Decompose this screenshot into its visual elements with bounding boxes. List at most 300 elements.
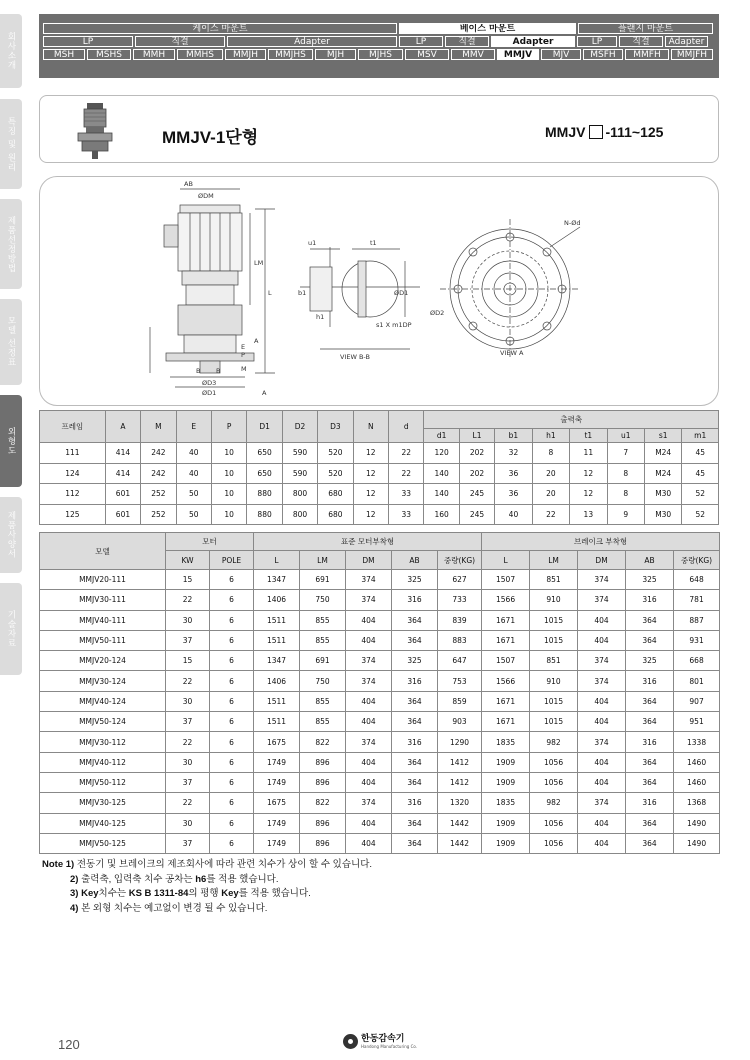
nav-model-mjv[interactable]: MJV	[541, 49, 581, 60]
nav-model-mmv[interactable]: MMV	[451, 49, 495, 60]
col-header: M	[141, 411, 176, 443]
table-cell: 1015	[530, 691, 578, 711]
table-cell: 691	[300, 570, 346, 590]
table-header-row	[40, 411, 719, 429]
table-cell: 648	[674, 570, 720, 590]
table-cell: 1442	[438, 833, 482, 853]
table-cell: 316	[392, 671, 438, 691]
table-cell: 1671	[482, 712, 530, 732]
nav-model-mmhs[interactable]: MMHS	[177, 49, 223, 60]
table-cell: 1338	[674, 732, 720, 752]
table-cell: 1412	[438, 772, 482, 792]
table-row	[40, 772, 720, 792]
nav-model-mmjv[interactable]: MMJV	[497, 49, 539, 60]
table-cell: 374	[578, 651, 626, 671]
table-cell: 10	[211, 504, 246, 525]
table-cell: 125	[40, 504, 106, 525]
note-bold: KS B 1311-84	[128, 888, 189, 899]
table-cell: 52	[682, 504, 719, 525]
table-cell: 1507	[482, 570, 530, 590]
table-cell: M24	[644, 443, 681, 464]
table-cell: 8	[607, 484, 644, 505]
table-cell: 414	[105, 463, 140, 484]
nav-case-lp[interactable]: LP	[43, 36, 133, 47]
table-cell: 140	[424, 484, 459, 505]
table-cell: MMJV30-125	[40, 793, 166, 813]
table-cell: 13	[570, 504, 607, 525]
table-cell: 316	[626, 671, 674, 691]
table-cell: 37	[166, 630, 210, 650]
nav-model-mmfh[interactable]: MMFH	[625, 49, 669, 60]
table-cell: 374	[578, 793, 626, 813]
table-cell: 1056	[530, 833, 578, 853]
drawing-label: VIEW A	[500, 349, 524, 357]
table-cell: 404	[578, 813, 626, 833]
col-header-model: 모델	[40, 533, 166, 570]
table-cell: 33	[389, 484, 424, 505]
table-cell: 1368	[674, 793, 720, 813]
drawing-label: L	[268, 289, 272, 297]
table-cell: 9	[607, 504, 644, 525]
table-cell: 364	[626, 813, 674, 833]
table-cell: 1835	[482, 793, 530, 813]
nav-case-direct[interactable]: 직결	[135, 36, 225, 47]
table-cell: 883	[438, 630, 482, 650]
table-cell: MMJV30-124	[40, 671, 166, 691]
table-cell: 668	[674, 651, 720, 671]
col-header: A	[105, 411, 140, 443]
table-cell: 880	[247, 504, 282, 525]
note-bold: Key	[81, 888, 99, 899]
table-cell: M30	[644, 504, 681, 525]
table-cell: 1015	[530, 630, 578, 650]
table-cell: 37	[166, 772, 210, 792]
nav-model-mjh[interactable]: MJH	[315, 49, 356, 60]
table-cell: 1749	[254, 772, 300, 792]
table-cell: MMJV50-125	[40, 833, 166, 853]
table-cell: 112	[40, 484, 106, 505]
table-cell: 202	[459, 443, 494, 464]
table-cell: 8	[607, 463, 644, 484]
side-tab-label: 회사소개	[6, 32, 16, 70]
table-cell: 6	[210, 630, 254, 650]
company-logo	[343, 1034, 417, 1049]
table-cell: 30	[166, 691, 210, 711]
dimension-drawing	[39, 176, 719, 406]
nav-model-mshs[interactable]: MSHS	[87, 49, 131, 60]
drawing-label: P	[241, 351, 245, 359]
col-subheader: d1	[424, 429, 459, 443]
note-number: 1)	[65, 859, 75, 870]
col-subheader: L	[482, 551, 530, 570]
table-row	[40, 630, 720, 650]
note-prefix: Note	[42, 859, 64, 870]
table-cell: 800	[282, 484, 317, 505]
brand-subtitle: Handong Manufacturing Co.	[361, 1044, 418, 1049]
col-subheader: u1	[607, 429, 644, 443]
side-tab-spec-sheet[interactable]	[0, 497, 22, 573]
col-subheader: L1	[459, 429, 494, 443]
table-row	[40, 833, 720, 853]
table-cell: 404	[346, 772, 392, 792]
table-cell: 140	[424, 463, 459, 484]
note-text: 출력축, 입력축 치수 공차는	[81, 873, 196, 885]
note-line	[42, 902, 372, 917]
table-cell: 680	[318, 504, 353, 525]
drawing-label: B	[196, 367, 201, 375]
table-cell: 111	[40, 443, 106, 464]
table-cell: 325	[392, 651, 438, 671]
note-text: 를 적용 했습니다.	[206, 873, 279, 885]
view-b-b	[300, 247, 420, 349]
table-cell: 1412	[438, 752, 482, 772]
note-text: 를 적용 했습니다.	[238, 888, 311, 899]
table-cell: 374	[578, 570, 626, 590]
side-tab-dimensions[interactable]	[0, 395, 22, 487]
side-tab-label: 제품선정방법	[6, 215, 16, 273]
table-cell: MMJV40-125	[40, 813, 166, 833]
table-cell: 364	[392, 772, 438, 792]
drawing-svg	[40, 177, 720, 407]
model-code-blank-box	[589, 125, 603, 139]
table-cell: 404	[346, 833, 392, 853]
table-cell: 12	[353, 484, 388, 505]
table-cell: 37	[166, 833, 210, 853]
table-cell: 1511	[254, 691, 300, 711]
table-cell: 22	[166, 793, 210, 813]
table-cell: 1749	[254, 833, 300, 853]
table-row	[40, 813, 720, 833]
table-cell: 851	[530, 570, 578, 590]
table-cell: 1320	[438, 793, 482, 813]
table-cell: 1835	[482, 732, 530, 752]
nav-model-mmjfh[interactable]: MMJFH	[671, 49, 713, 60]
table-row	[40, 793, 720, 813]
table-cell: 6	[210, 752, 254, 772]
note-text: 의 평행	[188, 888, 222, 899]
table-cell: 855	[300, 712, 346, 732]
nav-model-msh[interactable]: MSH	[43, 49, 85, 60]
table-cell: 30	[166, 813, 210, 833]
table-cell: 404	[578, 833, 626, 853]
table-cell: 52	[682, 484, 719, 505]
table-row	[40, 752, 720, 772]
note-line	[42, 858, 372, 873]
col-header: d	[389, 411, 424, 443]
table-cell: 364	[392, 752, 438, 772]
table-cell: 45	[682, 463, 719, 484]
side-tab-tech-data[interactable]	[0, 583, 22, 675]
table-cell: 1566	[482, 590, 530, 610]
col-subheader: AB	[626, 551, 674, 570]
table-row	[40, 590, 720, 610]
nav-flange-direct[interactable]: 직결	[619, 36, 663, 47]
table-cell: 1507	[482, 651, 530, 671]
table-cell: 982	[530, 732, 578, 752]
table-cell: 22	[166, 732, 210, 752]
table-cell: 822	[300, 732, 346, 752]
col-header: N	[353, 411, 388, 443]
table-cell: 951	[674, 712, 720, 732]
table-cell: 1056	[530, 752, 578, 772]
table-cell: 1909	[482, 833, 530, 853]
table-cell: 1749	[254, 813, 300, 833]
table-cell: 364	[392, 712, 438, 732]
table-row	[40, 651, 720, 671]
nav-base-direct[interactable]: 직결	[445, 36, 489, 47]
table-cell: 855	[300, 630, 346, 650]
nav-base-lp[interactable]: LP	[399, 36, 443, 47]
nav-base-adapter[interactable]: Adapter	[491, 36, 575, 47]
table-cell: 364	[626, 610, 674, 630]
col-subheader: AB	[392, 551, 438, 570]
nav-flange-mount[interactable]: 플랜지 마운트	[578, 23, 713, 34]
product-header	[39, 95, 719, 163]
table-cell: 374	[578, 590, 626, 610]
table-cell: 1675	[254, 793, 300, 813]
table-cell: 1490	[674, 833, 720, 853]
table-row	[40, 610, 720, 630]
table-cell: 1056	[530, 813, 578, 833]
table-cell: 252	[141, 484, 176, 505]
table-cell: 32	[495, 443, 532, 464]
table-cell: 822	[300, 793, 346, 813]
table-cell: 7	[607, 443, 644, 464]
table-cell: 316	[392, 590, 438, 610]
table-cell: 6	[210, 732, 254, 752]
table-cell: 30	[166, 752, 210, 772]
table-cell: 364	[392, 813, 438, 833]
table-cell: 931	[674, 630, 720, 650]
table-cell: 36	[495, 484, 532, 505]
side-tab-model-table[interactable]	[0, 299, 22, 385]
col-header-motor: 모터	[166, 533, 254, 551]
col-header: D1	[247, 411, 282, 443]
table-cell: 520	[318, 443, 353, 464]
nav-model-mmjh[interactable]: MMJH	[225, 49, 266, 60]
table-cell: 6	[210, 570, 254, 590]
nav-flange-adapter[interactable]: Adapter	[665, 36, 708, 47]
table-cell: 1511	[254, 630, 300, 650]
col-subheader: DM	[578, 551, 626, 570]
nav-flange-lp[interactable]: LP	[577, 36, 617, 47]
note-text: 전동기 및 브레이크의 제조회사에 따라 관련 치수가 상이 할 수 있습니다.	[76, 859, 373, 870]
table-cell: 45	[682, 443, 719, 464]
table-row	[40, 443, 719, 464]
col-subheader: DM	[346, 551, 392, 570]
side-tab-selection[interactable]	[0, 199, 22, 289]
table-cell: 1566	[482, 671, 530, 691]
table-cell: MMJV20-111	[40, 570, 166, 590]
table-cell: MMJV40-112	[40, 752, 166, 772]
table-cell: 855	[300, 610, 346, 630]
table-row	[40, 671, 720, 691]
table-cell: 37	[166, 712, 210, 732]
table-cell: 404	[346, 712, 392, 732]
col-subheader: POLE	[210, 551, 254, 570]
col-header-brake: 브레이크 부착형	[482, 533, 720, 551]
nav-case-adapter[interactable]: Adapter	[227, 36, 397, 47]
table-cell: 414	[105, 443, 140, 464]
note-line	[42, 873, 372, 888]
table-cell: 404	[578, 712, 626, 732]
col-header-standard: 표준 모터부착형	[254, 533, 482, 551]
table-cell: 22	[166, 671, 210, 691]
table-row	[40, 463, 719, 484]
table-row	[40, 484, 719, 505]
table-cell: 404	[578, 691, 626, 711]
nav-model-msfh[interactable]: MSFH	[583, 49, 623, 60]
table-cell: 316	[626, 793, 674, 813]
table-cell: 1460	[674, 772, 720, 792]
table-cell: 1749	[254, 752, 300, 772]
col-header: D2	[282, 411, 317, 443]
table-cell: 36	[495, 463, 532, 484]
frame-dimension-table	[39, 410, 719, 525]
table-cell: 364	[626, 772, 674, 792]
col-header: D3	[318, 411, 353, 443]
table-cell: 316	[626, 590, 674, 610]
table-cell: 896	[300, 752, 346, 772]
table-cell: 982	[530, 793, 578, 813]
model-code-prefix: MMJV	[545, 124, 586, 140]
side-tab-label: 특징 및 원리	[6, 116, 16, 172]
table-cell: 781	[674, 590, 720, 610]
table-cell: 245	[459, 484, 494, 505]
table-cell: 22	[166, 590, 210, 610]
table-cell: 647	[438, 651, 482, 671]
side-tab-label: 모델 선정표	[6, 316, 16, 368]
col-subheader: KW	[166, 551, 210, 570]
table-cell: 1406	[254, 671, 300, 691]
table-cell: 6	[210, 712, 254, 732]
table-cell: 40	[495, 504, 532, 525]
table-cell: 404	[346, 610, 392, 630]
table-cell: 590	[282, 443, 317, 464]
table-cell: 800	[282, 504, 317, 525]
table-cell: 22	[389, 443, 424, 464]
table-cell: 374	[346, 671, 392, 691]
table-cell: 120	[424, 443, 459, 464]
col-header: E	[176, 411, 211, 443]
col-subheader: b1	[495, 429, 532, 443]
table-cell: 364	[392, 630, 438, 650]
table-cell: 50	[176, 484, 211, 505]
table-cell: 627	[438, 570, 482, 590]
col-header: 프레임	[40, 411, 106, 443]
nav-row-mount	[43, 23, 715, 34]
table-cell: 801	[674, 671, 720, 691]
table-cell: 12	[353, 504, 388, 525]
drawing-label: M	[241, 365, 247, 373]
table-cell: 242	[141, 443, 176, 464]
note-text: 본 외형 치수는 예고없이 변경 될 수 있습니다.	[81, 902, 268, 914]
table-cell: 851	[530, 651, 578, 671]
nav-model-mmh[interactable]: MMH	[133, 49, 175, 60]
col-header: P	[211, 411, 246, 443]
table-cell: 374	[578, 732, 626, 752]
drawing-label: t1	[370, 239, 377, 247]
drawing-label: A	[262, 389, 267, 397]
table-cell: 404	[578, 772, 626, 792]
nav-model-mmjhs[interactable]: MMJHS	[268, 49, 313, 60]
nav-case-mount[interactable]: 케이스 마운트	[43, 23, 397, 34]
top-nav	[39, 14, 719, 78]
table-cell: 10	[211, 484, 246, 505]
table-cell: 12	[570, 463, 607, 484]
table-cell: 404	[578, 752, 626, 772]
nav-model-msv[interactable]: MSV	[405, 49, 449, 60]
table-cell: 12	[353, 463, 388, 484]
table-cell: 6	[210, 610, 254, 630]
table-cell: 896	[300, 833, 346, 853]
table-cell: 1909	[482, 772, 530, 792]
table-row	[40, 504, 719, 525]
table-cell: 364	[626, 630, 674, 650]
table-cell: 22	[389, 463, 424, 484]
nav-base-mount[interactable]: 베이스 마운트	[399, 23, 576, 34]
side-tab-features[interactable]	[0, 99, 22, 189]
nav-model-mjhs[interactable]: MJHS	[358, 49, 403, 60]
table-cell: 650	[247, 443, 282, 464]
table-cell: 33	[389, 504, 424, 525]
table-cell: 1671	[482, 630, 530, 650]
table-cell: 374	[578, 671, 626, 691]
table-cell: 50	[176, 504, 211, 525]
frame-table-body	[40, 443, 719, 525]
table-cell: 6	[210, 793, 254, 813]
col-subheader: s1	[644, 429, 681, 443]
table-cell: 374	[346, 793, 392, 813]
table-cell: 12	[570, 484, 607, 505]
drawing-label: VIEW B-B	[340, 353, 370, 361]
table-cell: 887	[674, 610, 720, 630]
table-cell: 15	[166, 651, 210, 671]
table-cell: M30	[644, 484, 681, 505]
drawing-label: b1	[298, 289, 307, 297]
table-cell: 750	[300, 590, 346, 610]
note-bold: h6	[195, 873, 207, 885]
table-cell: 202	[459, 463, 494, 484]
side-tab-label: 외형도	[6, 426, 16, 456]
table-cell: 364	[626, 712, 674, 732]
nav-row-type	[43, 36, 710, 47]
table-cell: 245	[459, 504, 494, 525]
table-cell: 11	[570, 443, 607, 464]
table-cell: 1460	[674, 752, 720, 772]
drawing-label: s1 X m1DP	[376, 321, 412, 329]
note-number: 2)	[70, 873, 79, 885]
table-cell: 859	[438, 691, 482, 711]
table-cell: 374	[346, 732, 392, 752]
table-cell: 520	[318, 463, 353, 484]
table-cell: 6	[210, 833, 254, 853]
table-cell: 364	[626, 752, 674, 772]
table-cell: 1909	[482, 813, 530, 833]
table-row	[40, 732, 720, 752]
table-row	[40, 570, 720, 590]
table-cell: 1347	[254, 570, 300, 590]
table-cell: 364	[392, 833, 438, 853]
table-cell: 12	[353, 443, 388, 464]
side-tab-company[interactable]	[0, 14, 22, 88]
table-cell: 316	[626, 732, 674, 752]
table-cell: 374	[346, 651, 392, 671]
table-cell: 364	[392, 691, 438, 711]
table-cell: 753	[438, 671, 482, 691]
table-cell: 316	[392, 793, 438, 813]
table-cell: 10	[211, 443, 246, 464]
